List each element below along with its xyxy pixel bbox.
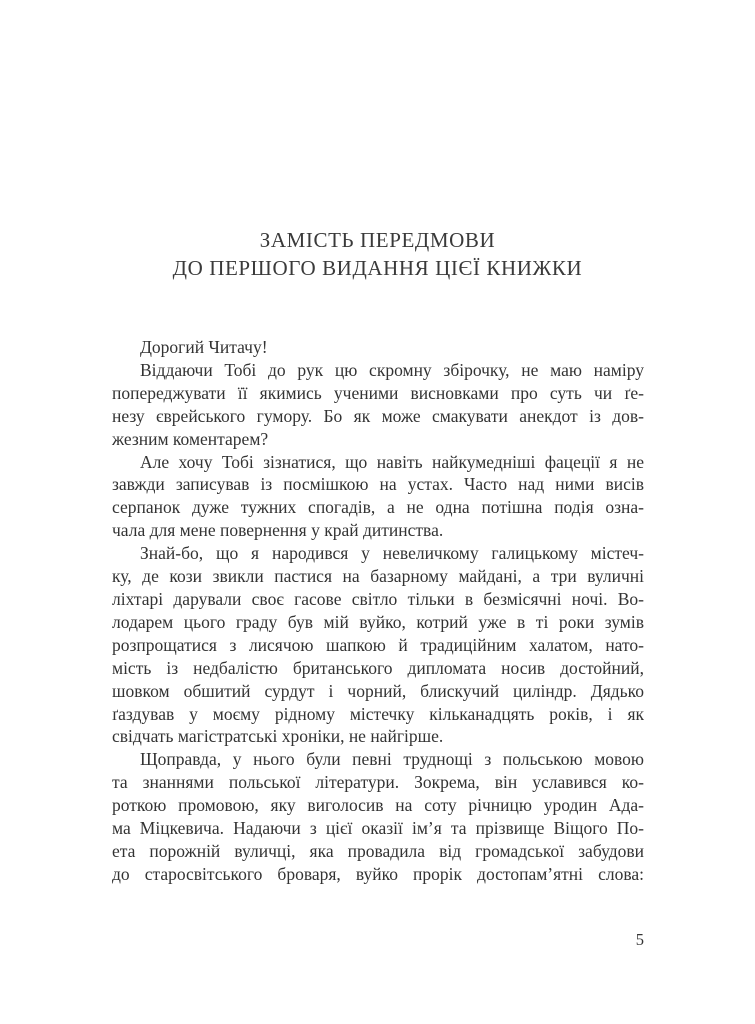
text-line: чала для мене повернення у край дитинства.: [112, 520, 444, 541]
text-line: Знай-бо, що я народився у невеличкому галицькому містеч-: [140, 543, 644, 564]
text-line: до старосвітського броваря, вуйко прорік достопам’ятні слова:: [112, 863, 644, 884]
text-line: роткою промовою, яку виголосив на соту річницю уродин Ада-: [112, 795, 644, 816]
text-line: розпрощатися з лисячою шапкою й традиційним халатом, нато-: [112, 634, 644, 655]
text-line: серпанок дуже тужних спогадів, а не одна потішна подія озна-: [112, 497, 644, 518]
text-line: шовком обшитий сурдут і чорний, блискучий циліндр. Дядько: [112, 680, 644, 701]
text-line: ма Міцкевича. Надаючи з цієї оказії ім’я та прізвище Віщого По-: [112, 818, 644, 839]
text-line: Дорогий Читачу!: [140, 337, 268, 357]
text-line: ґаздував у моєму рідному містечку кільканадцять років, і як: [112, 703, 644, 724]
page-number: 5: [635, 930, 644, 949]
text-line: жезним коментарем?: [112, 428, 269, 449]
chapter-title-line-1: ЗАМІСТЬ ПЕРЕДМОВИ: [259, 228, 496, 252]
chapter-title-line-2: ДО ПЕРШОГО ВИДАННЯ ЦІЄЇ КНИЖКИ: [172, 256, 583, 280]
text-line: ета порожній вуличці, яка провадила від громадської забудови: [112, 840, 644, 861]
paragraph: [112, 336, 644, 359]
text-line: лодарем цього граду був мій вуйко, котрий уже в ті роки зумів: [112, 611, 644, 632]
text-line: Щоправда, у нього були певні труднощі з польською мовою: [140, 749, 644, 770]
paragraph: [112, 748, 644, 885]
text-line: Віддаючи Тобі до рук цю скромну збірочку, не маю наміру: [140, 359, 644, 380]
text-line: попереджувати її якимись ученими висновками про суть чи ґе-: [112, 382, 644, 403]
paragraph: [112, 359, 644, 451]
paragraph: [112, 542, 644, 748]
text-line: завжди записував із посмішкою на устах. Часто над ними висів: [112, 474, 644, 495]
paragraph: [112, 451, 644, 543]
chapter-title: [0, 226, 755, 282]
text-line: ку, де кози звикли пастися на базарному майдані, а три вуличні: [112, 566, 644, 587]
text-line: та знаннями польської літератури. Зокрема, він уславився ко-: [112, 772, 644, 793]
text-line: ліхтарі дарували своє гасове світло тільки в безмісячні ночі. Во-: [112, 588, 644, 609]
text-line: незу єврейського гумору. Бо як може смакувати анекдот із дов-: [112, 405, 644, 426]
text-line: свідчать магістратські хроніки, не найгірше.: [112, 726, 444, 747]
text-line: мість із недбалістю британського дипломата носив достойний,: [112, 657, 644, 678]
body-text: [112, 336, 644, 886]
text-line: Але хочу Тобі зізнатися, що навіть найкумедніші фацеції я не: [140, 451, 644, 472]
